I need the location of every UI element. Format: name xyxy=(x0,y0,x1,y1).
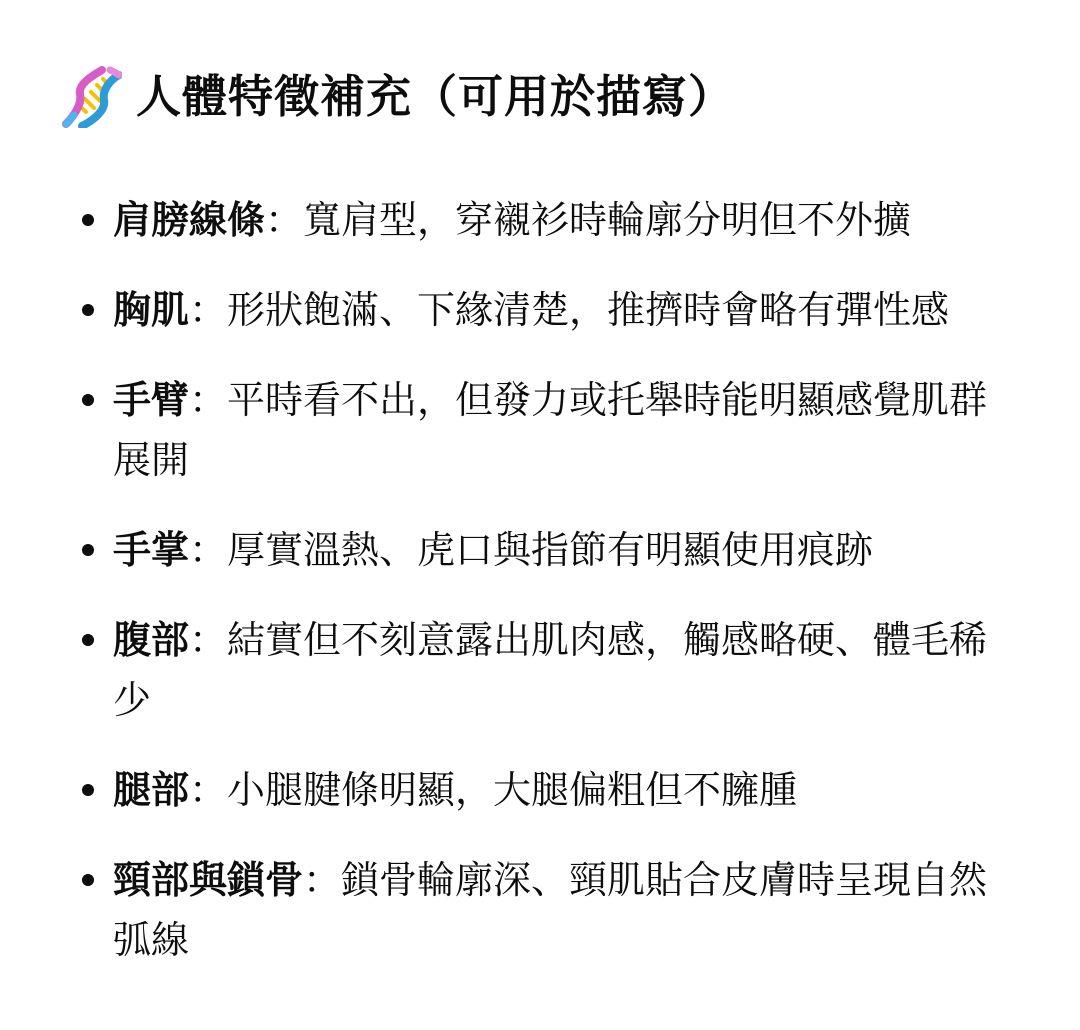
bullet xyxy=(82,394,94,406)
item-description: 厚實溫熱、虎口與指節有明顯使用痕跡 xyxy=(227,528,874,572)
item-description: 結實但不刻意露出肌肉感，觸感略硬、體毛稀少 xyxy=(113,618,988,722)
item-separator: ： xyxy=(189,288,228,332)
list-item xyxy=(0,280,1080,340)
section-heading xyxy=(62,66,734,128)
list-item xyxy=(0,850,1080,970)
list-item xyxy=(0,760,1080,820)
feature-list xyxy=(0,190,1080,1000)
bullet xyxy=(82,874,94,886)
item-description: 寬肩型，穿襯衫時輪廓分明但不外擴 xyxy=(303,198,912,242)
item-separator: ： xyxy=(303,858,342,902)
item-separator: ： xyxy=(189,528,228,572)
item-separator: ： xyxy=(189,768,228,812)
item-description: 平時看不出，但發力或托舉時能明顯感覺肌群展開 xyxy=(113,378,988,482)
list-item xyxy=(0,370,1080,490)
item-separator: ： xyxy=(189,378,228,422)
bullet xyxy=(82,214,94,226)
bullet xyxy=(82,634,94,646)
item-description: 小腿腱條明顯，大腿偏粗但不臃腫 xyxy=(227,768,798,812)
item-description: 鎖骨輪廓深、頸肌貼合皮膚時呈現自然弧線 xyxy=(113,858,988,962)
item-term: 肩膀線條 xyxy=(113,198,266,242)
item-term: 胸肌 xyxy=(113,288,190,332)
list-item xyxy=(0,610,1080,730)
bullet xyxy=(82,544,94,556)
item-term: 手掌 xyxy=(113,528,190,572)
item-term: 手臂 xyxy=(113,378,190,422)
section-title: 人體特徵補充（可用於描寫） xyxy=(136,70,735,123)
list-item xyxy=(0,190,1080,250)
item-term: 腿部 xyxy=(113,768,190,812)
item-term: 頸部與鎖骨 xyxy=(113,858,304,902)
list-item xyxy=(0,520,1080,580)
item-separator: ： xyxy=(265,198,304,242)
bullet xyxy=(82,784,94,796)
item-separator: ： xyxy=(189,618,228,662)
dna-icon xyxy=(62,66,122,128)
bullet xyxy=(82,304,94,316)
item-description: 形狀飽滿、下緣清楚，推擠時會略有彈性感 xyxy=(227,288,950,332)
item-term: 腹部 xyxy=(113,618,190,662)
